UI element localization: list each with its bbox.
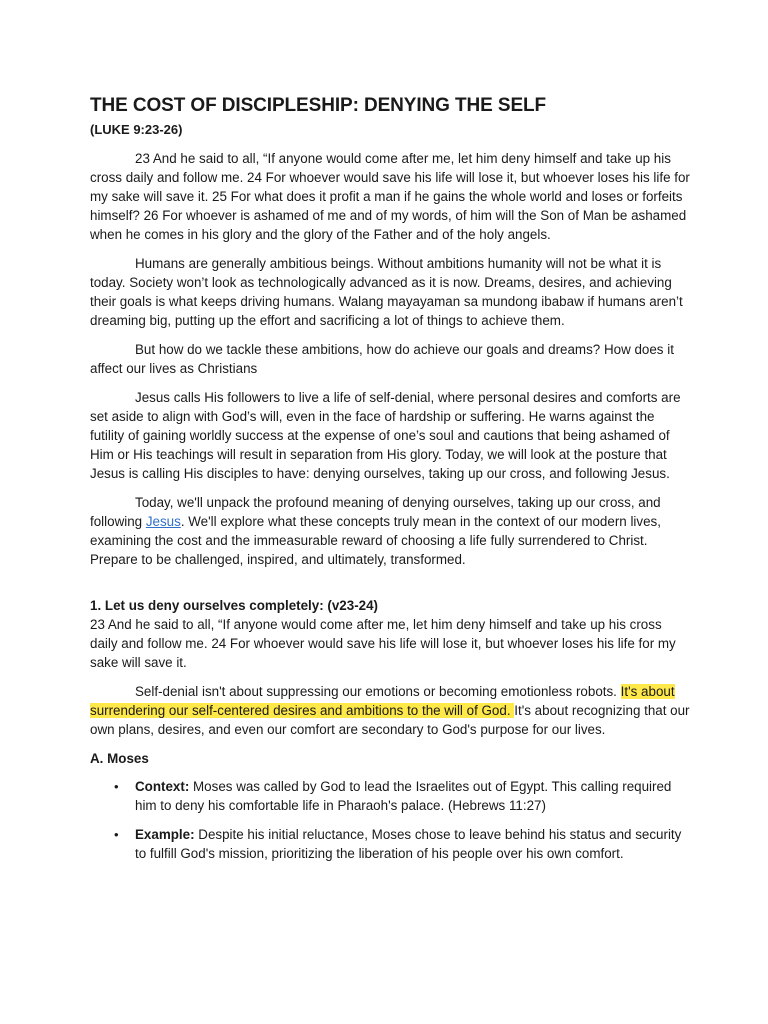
paragraph-question: But how do we tackle these ambitions, how do achieve our goals and dreams? How does it affect our lives as Christians <box>90 342 674 376</box>
document-title: THE COST OF DISCIPLESHIP: DENYING THE SELF <box>90 95 547 116</box>
bullet-label: Example: <box>135 827 195 842</box>
bullet-icon: • <box>114 827 119 842</box>
bullet-label: Context: <box>135 779 190 794</box>
intro-text-after: . We'll explore what these concepts truly mean in the context of our modern lives, examining the cost and the immeasurable reward of choosing a life fully surrendered to Christ. Prepare to be challenged, inspired, and ultimately, transformed. <box>90 514 661 567</box>
list-item <box>90 825 690 863</box>
bullet-icon: • <box>114 779 119 794</box>
paragraph-intro <box>90 493 690 569</box>
section-verse: 23 And he said to all, “If anyone would come after me, let him deny himself and take up his cross daily and follow me. 24 For whoever would save his life will lose it, but whoever loses his life for my sake will save it. <box>90 617 676 670</box>
bullet-list <box>90 777 690 863</box>
body-text-after: It's about recognizing that our own plans, desires, and even our comfort are secondary to God's purpose for our lives. <box>90 703 690 737</box>
paragraph-ambition: Humans are generally ambitious beings. Without ambitions humanity will not be what it is today. Society won’t look as technologically advanced as it is now. Dreams, desires, and achieving their goals is what keeps driving humans. Walang mayayaman sa mundong ibabaw if humans aren’t dreaming big, putting up the effort and sacrificing a lot of things to achieve them. <box>90 256 683 328</box>
bullet-text: Despite his initial reluctance, Moses chose to leave behind his status and security to fulfill God's mission, prioritizing the liberation of his people over his own comfort. <box>135 827 682 861</box>
jesus-link[interactable]: Jesus <box>145 514 181 529</box>
highlighted-text: It's about surrendering our self-centered desires and ambitions to the will of God. <box>90 684 675 718</box>
scripture-reference: (LUKE 9:23-26) <box>90 122 183 137</box>
intro-text-before: Today, we'll unpack the profound meaning of denying ourselves, taking up our cross, and following <box>90 495 661 529</box>
section-body <box>90 682 690 739</box>
paragraph-self-denial: Jesus calls His followers to live a life of self-denial, where personal desires and comforts are set aside to align with God’s will, even in the face of hardship or suffering. He warns against the futility of gaining worldly success at the expense of one’s soul and cautions that being ashamed of Him or His teachings will result in separation from His glory. Today, we will look at the posture that Jesus is calling His disciples to have: denying ourselves, taking up our cross, and following Jesus. <box>90 390 681 481</box>
bullet-text: Moses was called by God to lead the Israelites out of Egypt. This calling required him to deny his comfortable life in Pharaoh's palace. (Hebrews 11:27) <box>135 779 672 813</box>
scripture-passage: 23 And he said to all, “If anyone would come after me, let him deny himself and take up his cross daily and follow me. 24 For whoever would save his life will lose it, but whoever loses his life for my sake will save it. 25 For what does it profit a man if he gains the whole world and loses or forfeits himself? 26 For whoever is ashamed of me and of my words, of him will the Son of Man be ashamed when he comes in his glory and the glory of the Father and of the holy angels. <box>90 151 690 242</box>
document-body <box>90 94 690 873</box>
list-item <box>90 777 690 815</box>
body-text-before: Self-denial isn't about suppressing our emotions or becoming emotionless robots. <box>135 684 621 699</box>
subheading-moses: A. Moses <box>90 751 149 766</box>
section-heading: 1. Let us deny ourselves completely: (v23-24) <box>90 598 379 613</box>
